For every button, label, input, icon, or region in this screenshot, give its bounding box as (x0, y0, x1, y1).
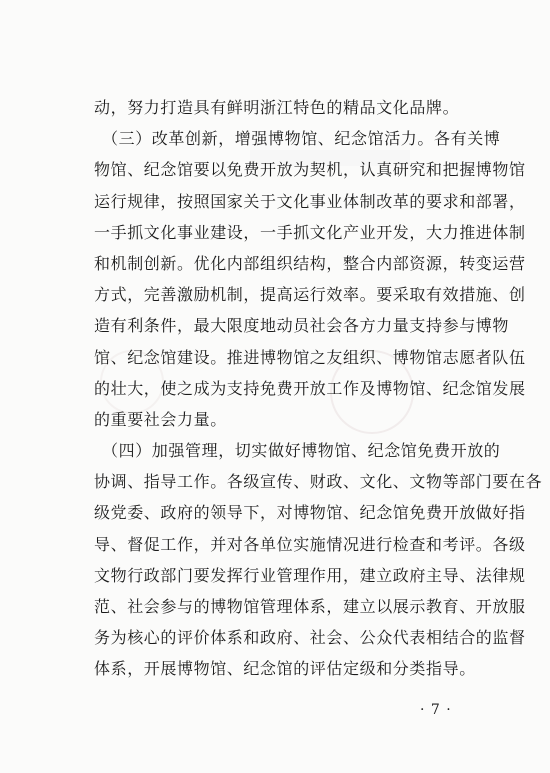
text-line: 动，努力打造具有鲜明浙江特色的精品文化品牌。 (94, 98, 460, 117)
text-line: 的重要社会力量。 (94, 409, 227, 429)
text-line: 导、督促工作，并对各单位实施情况进行检查和考评。各级 (94, 534, 526, 554)
text-line: 级党委、政府的领导下，对博物馆、纪念馆免费开放做好指 (94, 503, 526, 523)
text-line: （三）改革创新，增强博物馆、纪念馆活力。各有关博 (102, 129, 501, 149)
text-line: 体系，开展博物馆、纪念馆的评估定级和分类指导。 (94, 659, 476, 679)
text-line: 协调、指导工作。各级宣传、财政、文化、文物等部门要在各 (94, 472, 543, 492)
text-line: 造有利条件，最大限度地动员社会各方力量支持参与博物 (94, 316, 510, 336)
paragraph-3 (94, 435, 543, 685)
paragraph-2 (94, 123, 526, 435)
text-line: 运行规律，按照国家关于文化事业体制改革的要求和部署， (94, 191, 526, 211)
text-line: 务为核心的评价体系和政府、社会、公众代表相结合的监督 (94, 628, 526, 648)
text-line: 一手抓文化事业建设，一手抓文化产业开发，大力推进体制 (94, 222, 526, 242)
text-line: （四）加强管理，切实做好博物馆、纪念馆免费开放的 (102, 441, 501, 461)
paragraph-1 (94, 92, 466, 123)
document-body (94, 92, 543, 685)
text-line: 方式，完善激励机制，提高运行效率。要采取有效措施、创 (94, 285, 526, 305)
text-line: 范、社会参与的博物馆管理体系，建立以展示教育、开放服 (94, 597, 526, 616)
text-line: 和机制创新。优化内部组织结构，整合内部资源，转变运营 (94, 253, 526, 273)
text-line: 物馆、纪念馆要以免费开放为契机，认真研究和把握博物馆 (94, 160, 526, 180)
text-line: 的壮大，使之成为支持免费开放工作及博物馆、纪念馆发展 (94, 378, 526, 398)
page-number: · 7 · (420, 702, 452, 718)
text-line: 馆、纪念馆建设。推进博物馆之友组织、博物馆志愿者队伍 (94, 347, 526, 367)
text-line: 文物行政部门要发挥行业管理作用，建立政府主导、法律规 (94, 565, 526, 585)
